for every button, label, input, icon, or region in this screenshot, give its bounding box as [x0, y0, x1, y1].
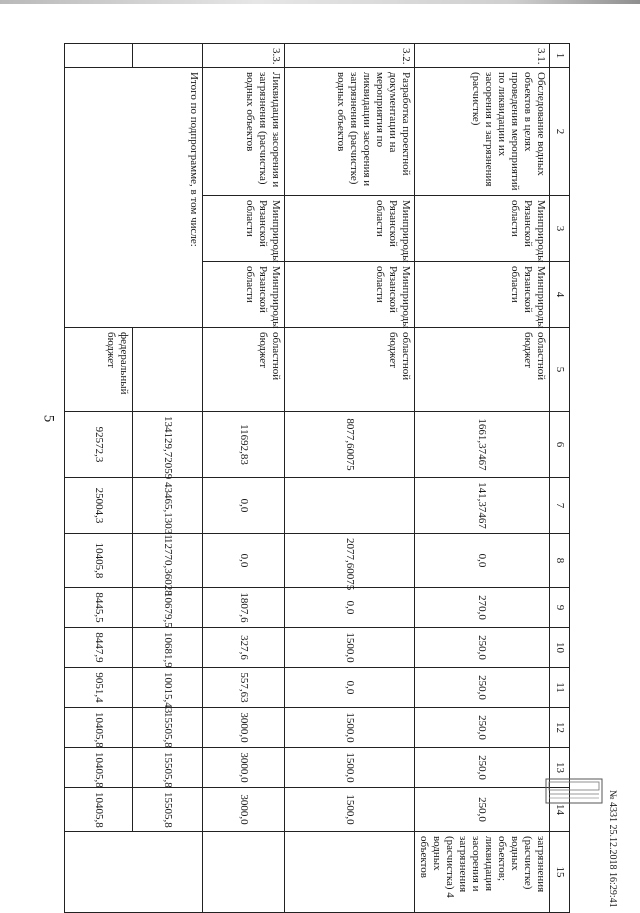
row-id: 3.2. [285, 44, 415, 68]
value-cell: 1807,6 [203, 588, 285, 628]
value-cell: 557,63 [203, 668, 285, 708]
funding-source: областной бюджет [415, 328, 550, 412]
funding-source: областной бюджет [285, 328, 415, 412]
value-cell: 8445,5 [65, 588, 133, 628]
expected-result: загрязнения (расчистке) водных объектов; ликвидация засорения и загрязнения (расчистка) 4 водных объектов [415, 832, 550, 913]
funding-source: федеральный бюджет [65, 328, 133, 412]
col-header: 2 [550, 68, 570, 196]
totals-id [133, 44, 203, 68]
value-cell [285, 478, 415, 534]
value-cell: 250,0 [415, 788, 550, 832]
activity-name: Ликвидация засорения и загрязнения (расчистка) водных объектов [203, 68, 285, 196]
col-header: 4 [550, 262, 570, 328]
value-cell: 1500,0 [285, 708, 415, 748]
executor: Минприроды Рязанской области [285, 196, 415, 262]
coexecutor: Минприроды Рязанской области [285, 262, 415, 328]
value-cell: 0,0 [415, 534, 550, 588]
value-cell: 10405,8 [65, 708, 133, 748]
executor: Минприроды Рязанской области [415, 196, 550, 262]
value-cell: 10405,8 [65, 534, 133, 588]
value-cell: 10681,9 [133, 628, 203, 668]
registration-note: № 4331 25.12.2018 16:29:41 [607, 790, 618, 908]
funding-source: областной бюджет [203, 328, 285, 412]
totals-source [133, 328, 203, 412]
value-cell: 1500,0 [285, 788, 415, 832]
value-cell: 0,0 [203, 478, 285, 534]
table-row [285, 44, 415, 913]
registry-stamp-icon [545, 778, 603, 804]
col-header: 6 [550, 412, 570, 478]
value-total: 11692,83 [203, 412, 285, 478]
value-cell: 250,0 [415, 668, 550, 708]
expected-result [285, 832, 415, 913]
value-cell: 327,6 [203, 628, 285, 668]
value-cell: 12770,36028 [133, 534, 203, 588]
value-cell: 15505,8 [133, 788, 203, 832]
value-cell: 0,0 [285, 668, 415, 708]
value-cell: 1500,0 [285, 628, 415, 668]
table-row [203, 44, 285, 913]
totals-row [133, 44, 203, 913]
value-cell: 25004,3 [65, 478, 133, 534]
value-cell: 141,37467 [415, 478, 550, 534]
col-header: 8 [550, 534, 570, 588]
value-cell: 2077,60075 [285, 534, 415, 588]
value-total: 92572,3 [65, 412, 133, 478]
col-header: 1 [550, 44, 570, 68]
col-header: 13 [550, 748, 570, 788]
row-id: 3.3. [203, 44, 285, 68]
value-cell: 3000,0 [203, 788, 285, 832]
col-header: 12 [550, 708, 570, 748]
value-cell: 250,0 [415, 708, 550, 748]
value-cell: 15505,8 [133, 748, 203, 788]
page-number: 5 [40, 414, 57, 423]
col-header: 15 [550, 832, 570, 913]
value-total: 8077,60075 [285, 412, 415, 478]
value-cell: 10405,8 [65, 748, 133, 788]
program-table [64, 43, 570, 913]
col-header: 7 [550, 478, 570, 534]
value-cell: 0,0 [285, 588, 415, 628]
value-cell: 15505,8 [133, 708, 203, 748]
scan-edge [0, 0, 640, 4]
value-cell: 250,0 [415, 628, 550, 668]
executor: Минприроды Рязанской области [203, 196, 285, 262]
col-header: 3 [550, 196, 570, 262]
value-cell: 270,0 [415, 588, 550, 628]
value-cell: 10015,43 [133, 668, 203, 708]
value-cell: 10405,8 [65, 788, 133, 832]
value-total: 1661,37467 [415, 412, 550, 478]
col-header: 9 [550, 588, 570, 628]
activity-name: Обследование водных объектов в целях проведения мероприятий по ликвидации их засорения и загрязнения (расчистке) [415, 68, 550, 196]
value-cell: 10679,5 [133, 588, 203, 628]
program-table-frame [70, 43, 570, 898]
value-cell: 8447,9 [65, 628, 133, 668]
value-cell: 43465,13031 [133, 478, 203, 534]
federal-id [65, 44, 133, 68]
value-cell: 1500,0 [285, 748, 415, 788]
expected-result [203, 832, 285, 913]
value-cell: 0,0 [203, 534, 285, 588]
coexecutor: Минприроды Рязанской области [203, 262, 285, 328]
totals-label: Итого по подпрограмме, в том числе: [65, 68, 203, 328]
totals-result [65, 832, 203, 913]
value-cell: 250,0 [415, 748, 550, 788]
col-header: 5 [550, 328, 570, 412]
table-row [415, 44, 550, 913]
value-cell: 9051,4 [65, 668, 133, 708]
value-cell: 3000,0 [203, 708, 285, 748]
row-id: 3.1. [415, 44, 550, 68]
col-header: 14 [550, 788, 570, 832]
value-cell: 3000,0 [203, 748, 285, 788]
activity-name: Разработка проектной документации на мероприятия по ликвидации засорения и загрязнения (расчистке) водных объектов [285, 68, 415, 196]
col-header: 10 [550, 628, 570, 668]
col-header: 11 [550, 668, 570, 708]
coexecutor: Минприроды Рязанской области [415, 262, 550, 328]
value-total: 134129,72059 [133, 412, 203, 478]
